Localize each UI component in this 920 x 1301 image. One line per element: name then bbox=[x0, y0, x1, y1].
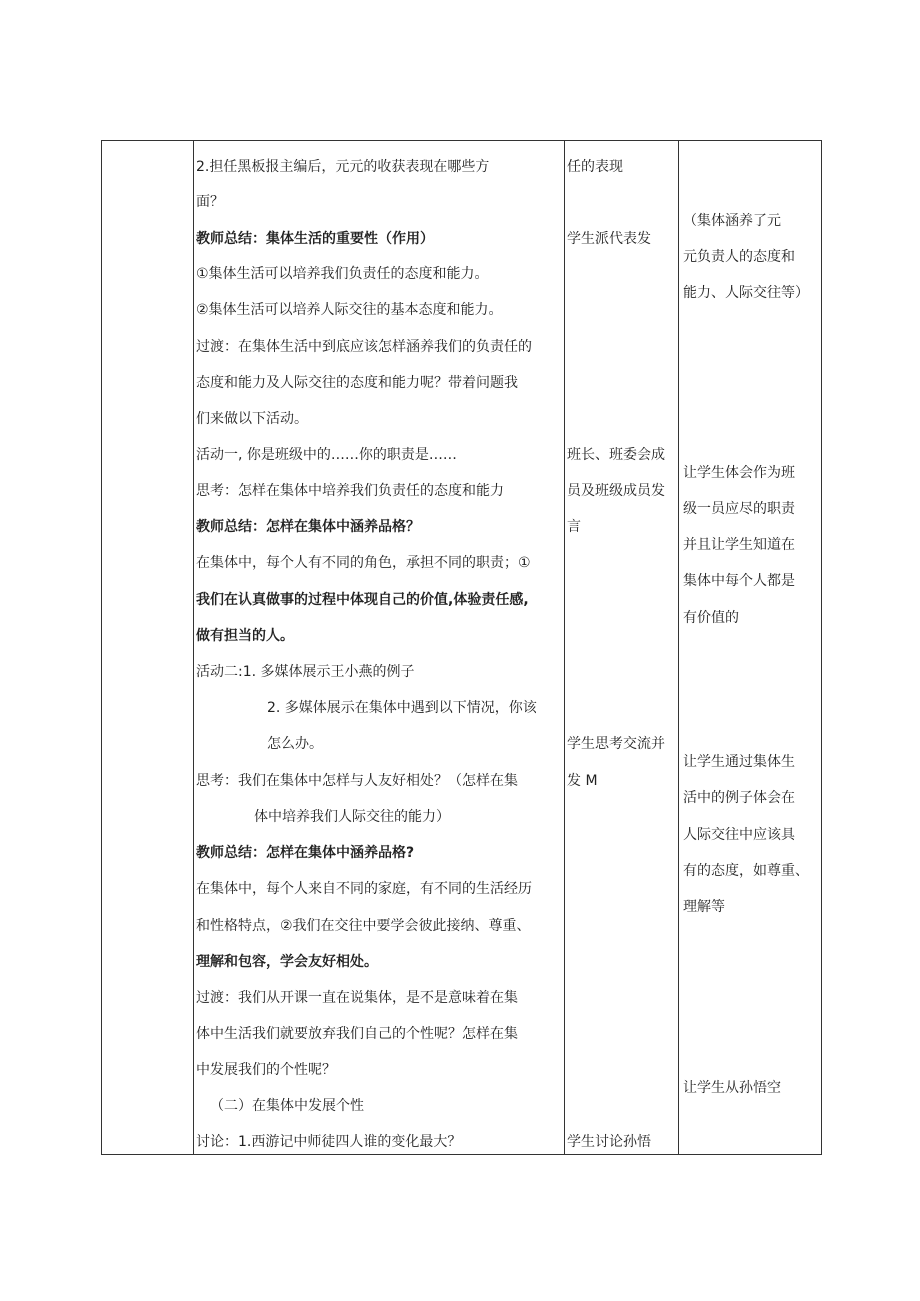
text-line: 在集体中，每个人来自不同的家庭，有不同的生活经历 bbox=[196, 881, 532, 897]
text-line: 我们在认真做事的过程中体现自己的价值,体验责任感, bbox=[196, 592, 529, 608]
text-line: 怎么办。 bbox=[267, 736, 323, 752]
text-line: 能力、人际交往等） bbox=[683, 285, 809, 301]
text-line: 学生讨论孙悟 bbox=[567, 1134, 651, 1150]
text-line: 做有担当的人。 bbox=[196, 628, 294, 644]
text-line: 元负责人的态度和 bbox=[683, 249, 795, 265]
text-line: 并且让学生知道在 bbox=[683, 537, 795, 553]
text-line: 思考：怎样在集体中培养我们负责任的态度和能力 bbox=[196, 483, 504, 499]
text-line: 人际交往中应该具 bbox=[683, 827, 795, 843]
text-line: 班长、班委会成 bbox=[567, 447, 665, 463]
text-line: 面？ bbox=[196, 194, 224, 210]
section-heading: （二）在集体中发展个性 bbox=[210, 1098, 364, 1114]
text-line: 让学生从孙悟空 bbox=[683, 1080, 781, 1096]
text-line: 有的态度，如尊重、 bbox=[683, 863, 809, 879]
table-row bbox=[102, 141, 822, 1155]
text-line: 学生思考交流并 bbox=[567, 736, 665, 752]
section-heading: 教师总结：集体生活的重要性（作用） bbox=[196, 231, 434, 247]
section-heading: 教师总结：怎样在集体中涵养品格？ bbox=[196, 519, 420, 535]
text-line: 过渡：我们从开课一直在说集体，是不是意味着在集 bbox=[196, 990, 518, 1006]
text-line: 让学生体会作为班 bbox=[683, 465, 795, 481]
text-line: 有价值的 bbox=[683, 610, 739, 626]
empty-label-cell bbox=[102, 141, 194, 1155]
text-line: 学生派代表发 bbox=[567, 231, 651, 247]
text-line: 理解等 bbox=[683, 899, 725, 915]
text-line: 2.担任黑板报主编后，元元的收获表现在哪些方 bbox=[196, 159, 490, 175]
text-line: 讨论：1.西游记中师徒四人谁的变化最大？ bbox=[196, 1134, 462, 1150]
design-intent-cell bbox=[679, 141, 822, 1155]
text-line: ②集体生活可以培养人际交往的基本态度和能力。 bbox=[196, 302, 503, 318]
text-line: 态度和能力及人际交往的态度和能力呢？带着问题我 bbox=[196, 375, 518, 391]
text-line: 和性格特点，②我们在交往中要学会彼此接纳、尊重、 bbox=[196, 918, 531, 934]
text-line: 活动二:1. 多媒体展示王小燕的例子 bbox=[196, 664, 415, 680]
text-line: 们来做以下活动。 bbox=[196, 411, 308, 427]
text-line: 体中生活我们就要放弃我们自己的个性呢？怎样在集 bbox=[196, 1026, 518, 1042]
text-line: 集体中每个人都是 bbox=[683, 573, 795, 589]
text-line: 活中的例子体会在 bbox=[683, 790, 795, 806]
text-line: 发 M bbox=[567, 773, 598, 789]
section-heading: 教师总结：怎样在集体中涵养品格? bbox=[196, 845, 415, 861]
text-line: 体中培养我们人际交往的能力） bbox=[254, 809, 450, 825]
teaching-process-cell bbox=[194, 141, 565, 1155]
text-line: 活动一, 你是班级中的……你的职责是…… bbox=[196, 447, 457, 463]
text-line: 在集体中，每个人有不同的角色，承担不同的职责；① bbox=[196, 555, 531, 571]
student-activity-cell bbox=[565, 141, 679, 1155]
lesson-plan-table bbox=[101, 140, 822, 1155]
text-line: 中发展我们的个性呢？ bbox=[196, 1062, 336, 1078]
text-line: 任的表现 bbox=[567, 159, 623, 175]
text-line: 让学生通过集体生 bbox=[683, 754, 795, 770]
text-line: 级一员应尽的职责 bbox=[683, 501, 795, 517]
text-line: 言 bbox=[567, 519, 581, 535]
text-line: （集体涵养了元 bbox=[683, 213, 781, 229]
text-line: 理解和包容，学会友好相处。 bbox=[196, 954, 378, 970]
text-line: 过渡：在集体生活中到底应该怎样涵养我们的负责任的 bbox=[196, 339, 532, 355]
text-line: 思考：我们在集体中怎样与人友好相处？（怎样在集 bbox=[196, 773, 518, 789]
text-line: ①集体生活可以培养我们负责任的态度和能力。 bbox=[196, 266, 489, 282]
text-line: 员及班级成员发 bbox=[567, 483, 665, 499]
text-line: 2. 多媒体展示在集体中遇到以下情况，你该 bbox=[267, 700, 537, 716]
